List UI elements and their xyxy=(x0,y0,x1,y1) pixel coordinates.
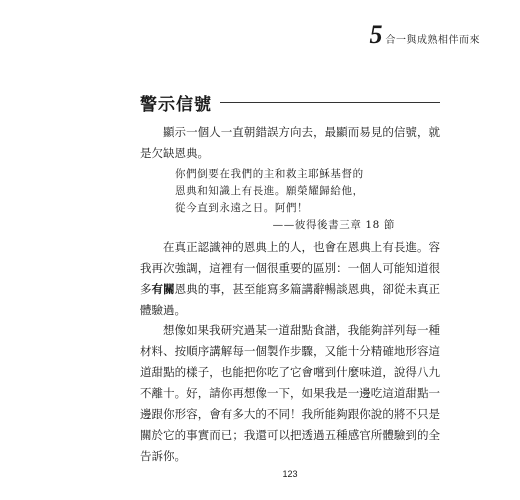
quote-line: 恩典和知識上有長進。願榮耀歸給他， xyxy=(175,185,364,197)
quote-line: 你們倒要在我們的主和救主耶穌基督的 xyxy=(175,168,364,180)
paragraph-2-text-end: 恩典的事，甚至能寫多篇講辭暢談恩典，卻從未真正體驗過。 xyxy=(140,282,441,317)
paragraph-1: 顯示一個人一直朝錯誤方向去，最顯而易見的信號，就是欠缺恩典。 xyxy=(140,125,440,160)
section-title: 警示信號 xyxy=(140,95,212,115)
page-number: 123 xyxy=(282,469,298,479)
scripture-quote xyxy=(175,166,415,234)
quote-reference: ——彼得後書三章 18 節 xyxy=(272,219,395,231)
running-header xyxy=(370,22,481,48)
paragraph-3: 想像如果我研究過某一道甜點食譜，我能夠詳列每一種材料、按順序講解每一個製作步驟，又能十分精確地形容這道甜點的樣子，也能把你吃了它會嚐到什麼味道，說得八九不離十。好，請你再想像一下，如果我是一邊吃這道甜點一邊跟你形容，會有多大的不同！我所能夠跟你說的將不只是關於它的事實而已；我還可以把透過五種感官所體驗到的全告訴你。 xyxy=(140,323,440,463)
section-heading xyxy=(140,90,440,115)
paragraph-2-emphasis: 有關 xyxy=(151,282,175,296)
section-rule xyxy=(220,102,440,103)
chapter-title: 合一與成熟相伴而來 xyxy=(385,35,480,46)
paragraph-2 xyxy=(140,237,440,321)
chapter-number: 5 xyxy=(369,20,383,49)
paragraph-2-text-start: 在真正認識神的恩典上的人，也會在恩典上有長進。容我再次強調，這裡有一個很重要的區別：一個人可能知道很多 xyxy=(140,240,440,296)
quote-line: 從今直到永遠之日。阿們！ xyxy=(175,202,309,214)
